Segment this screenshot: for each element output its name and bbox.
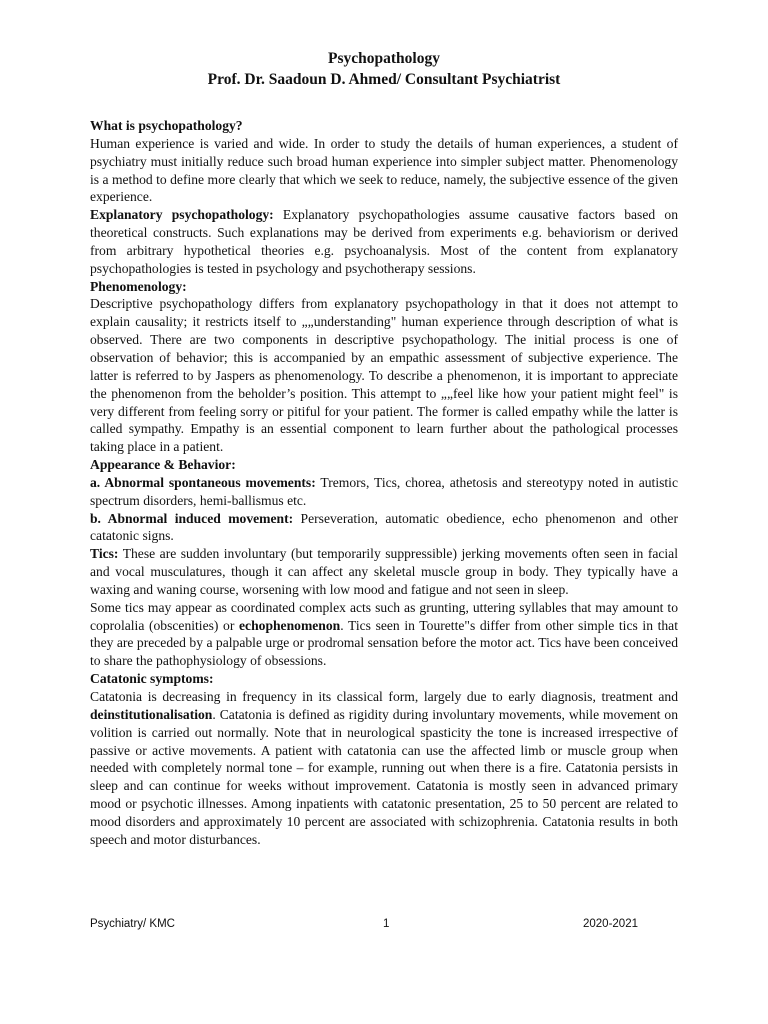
heading-phenomenology: Phenomenology:	[90, 278, 187, 294]
document-header	[0, 48, 768, 90]
footer-course: Psychiatry/ KMC	[90, 918, 175, 930]
heading-appearance: Appearance & Behavior:	[90, 457, 236, 473]
lead-explanatory: Explanatory psychopathology:	[90, 207, 274, 223]
paragraph-what-is: Human experience is varied and wide. In order to study the details of human experiences, a student of psychiatry must initially reduce such broad human experience into simpler subject matter. Phenomenology is a method to define more clearly that which we seek to reduce, namely, the subjective essence of the given experience.	[90, 135, 678, 205]
document-title: Psychopathology	[328, 50, 440, 67]
term-deinstitutionalisation: deinstitutionalisation	[90, 706, 213, 722]
text-catatonic-b: . Catatonia is defined as rigidity during involuntary movements, while movement on volition is carried out normally. Note that in neurological spasticity the tone is increased irrespective of passive or active movements. A patient with catatonia can use the affected limb or muscle group when needed with completely normal tone – for example, running out when there is a fire. Catatonia persists in sleep and can continue for weeks without improvement. Catatonia is mostly seen in advanced primary mood or psychotic illnesses. Among inpatients with catatonic presentation, 25 to 50 percent are related to mood disorders and approximately 10 percent are associated with schizophrenia. Catatonia results in both speech and motor disturbances.	[90, 706, 678, 847]
text-catatonic-a: Catatonia is decreasing in frequency in its classical form, largely due to early diagnosis, treatment and	[90, 689, 678, 704]
paragraph-tics-complex	[90, 599, 678, 670]
paragraph-explanatory	[90, 206, 678, 277]
lead-induced: b. Abnormal induced movement:	[90, 510, 294, 526]
document-author: Prof. Dr. Saadoun D. Ahmed/ Consultant Psychiatrist	[207, 71, 561, 88]
paragraph-phenomenology: Descriptive psychopathology differs from explanatory psychopathology in that it does not attempt to explain causality; it restricts itself to „„understanding" human experience through description of what is observed. There are two components in descriptive psychopathology. The initial process is one of observation of behavior; this is accompanied by an empathic assessment of subjective experience. The latter is referred to by Jaspers as phenomenology. To describe a phenomenon, it is important to appreciate the phenomenon from the beholder’s position. This attempt to „„feel like how your patient might feel" is very different from feeling sorry or pitiful for your patient. The former is called empathy while the latter is called sympathy. Empathy is an essential component to learn further about the pathological processes taking place in a patient.	[90, 296, 678, 455]
footer-year: 2020-2021	[583, 918, 638, 930]
text-tics-complex-b: . Tics seen in Tourette"s differ from other simple tics in that they are preceded by a palpable urge or prodromal sensation before the motor act. Tics have been conceived to share the pathophysiology of obsessions.	[90, 617, 678, 669]
lead-spontaneous: a. Abnormal spontaneous movements:	[90, 474, 316, 490]
paragraph-induced-movement	[90, 510, 678, 546]
text-spontaneous: Tremors, Tics, chorea, athetosis and stereotypy noted in autistic spectrum disorders, hemi-ballismus etc.	[90, 474, 678, 508]
heading-what-is: What is psychopathology?	[90, 118, 243, 133]
text-explanatory: Explanatory psychopathologies assume causative factors based on theoretical constructs. Such explanations may be derived from experiments e.g. behaviorism or derived from arbitrary hypothetical theories e.g. psychoanalysis. Most of the content from explanatory psychopathologies is tested in psychology and psychotherapy sessions.	[90, 207, 678, 276]
document-body	[90, 117, 678, 849]
paragraph-catatonic	[90, 688, 678, 849]
text-tics: These are sudden involuntary (but temporarily suppressible) jerking movements often seen in facial and vocal musculatures, though it can affect any skeletal muscle group in body. They typically have a waxing and waning course, worsening with low mood and fatigue and not seen in sleep.	[90, 546, 678, 597]
paragraph-tics	[90, 545, 678, 599]
document-footer	[90, 918, 638, 936]
term-echophenomenon: echophenomenon	[239, 617, 341, 633]
text-tics-complex-a: Some tics may appear as coordinated complex acts such as grunting, uttering syllables that may amount to coprolalia (obscenities) or	[90, 599, 678, 633]
heading-catatonic: Catatonic symptoms:	[90, 671, 214, 687]
text-induced: Perseveration, automatic obedience, echo phenomenon and other catatonic signs.	[90, 510, 678, 544]
lead-tics: Tics:	[90, 546, 119, 562]
footer-page-number: 1	[383, 918, 390, 930]
paragraph-spontaneous-movements	[90, 474, 678, 510]
